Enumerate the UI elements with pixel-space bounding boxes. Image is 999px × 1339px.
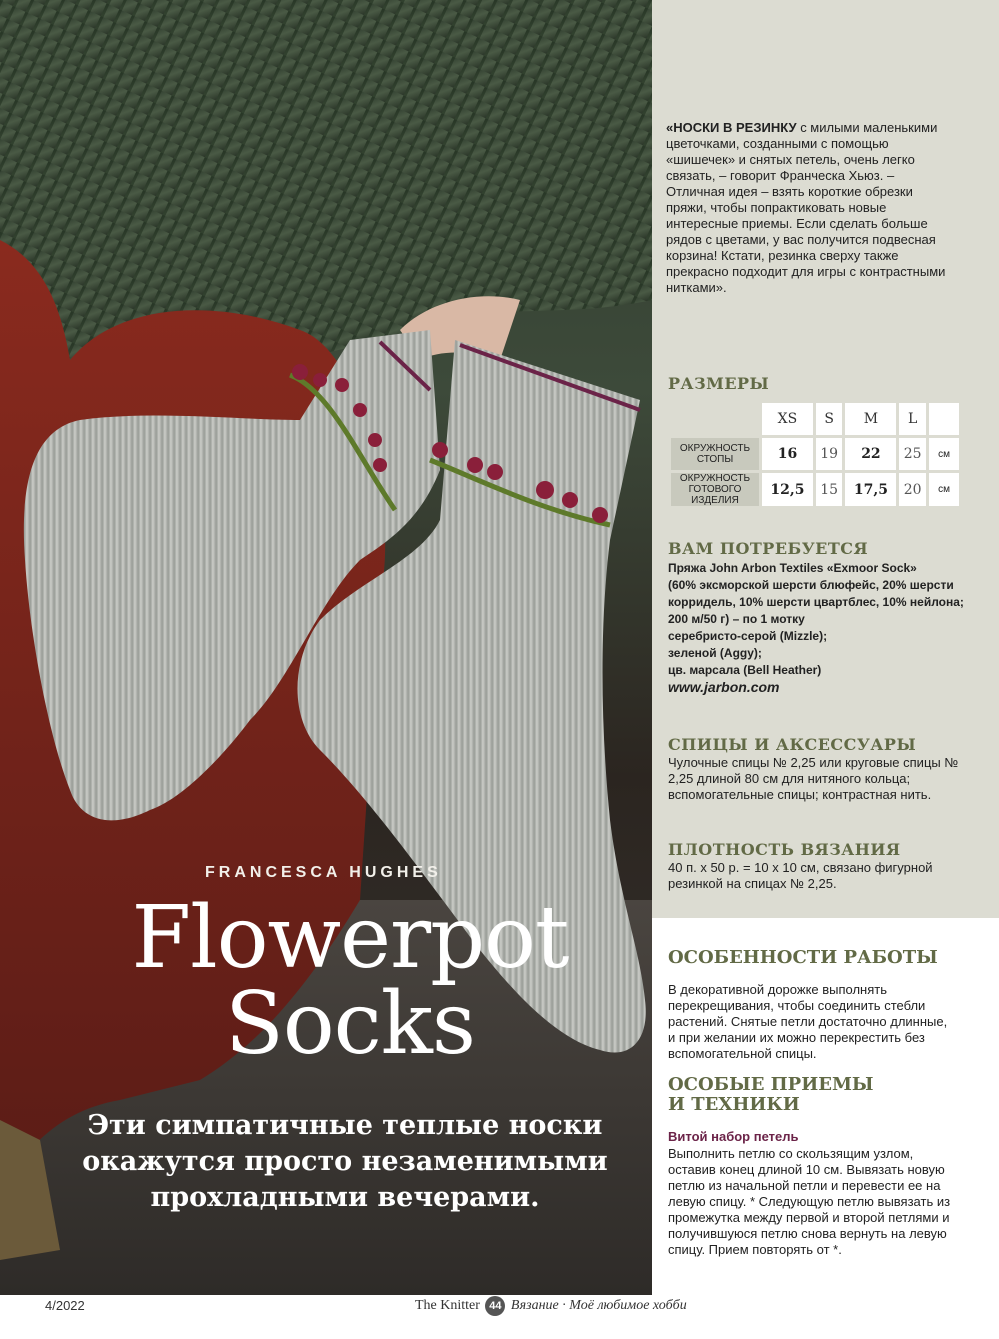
size-header: L	[899, 403, 926, 435]
size-header: S	[816, 403, 843, 435]
materials-title: ВАМ ПОТРЕБУЕТСЯ	[668, 539, 869, 558]
row-label: ОКРУЖНОСТЬ СТОПЫ	[671, 438, 759, 470]
title-line-1: Flowerpot	[131, 888, 569, 988]
table-cell: 19	[816, 438, 843, 470]
gauge-text: 40 п. х 50 р. = 10 х 10 см, связано фигурной резинкой на спицах № 2,25.	[668, 860, 933, 891]
size-header: M	[845, 403, 896, 435]
materials-list	[668, 560, 968, 695]
features-text: В декоративной дорожке выполнять перекрещивания, чтобы соединить стебли растений. Снятые петли достаточно длинные, и при желании их можно перекрестить без вспомогательной спицы.	[668, 982, 948, 1061]
features-title: ОСОБЕННОСТИ РАБОТЫ	[668, 947, 938, 968]
table-row	[671, 473, 959, 506]
magazine-tagline: Вязание · Моё любимое хобби	[510, 1298, 687, 1314]
materials-line: 200 м/50 г) – по 1 мотку	[668, 612, 805, 626]
unit-cell: см	[929, 438, 959, 470]
designer-name: FRANCESCA HUGHES	[205, 864, 442, 881]
quote-lead: «НОСКИ В РЕЗИНКУ	[666, 120, 797, 135]
table-cell: 15	[816, 473, 843, 506]
unit-header	[929, 403, 959, 435]
materials-line: цв. марсала (Bell Heather)	[668, 663, 822, 677]
table-cell: 12,5	[762, 473, 813, 506]
page-title	[60, 888, 640, 1074]
title-line-2: Socks	[224, 974, 476, 1074]
table-corner	[671, 403, 759, 435]
table-row	[671, 438, 959, 470]
materials-line: (60% эксморской шерсти блюфейс, 20% шерсти корридель, 10% шерсти цвартблес, 10% нейлона;	[668, 578, 964, 609]
technique-subtitle: Витой набор петель	[668, 1129, 799, 1144]
sizes-title: РАЗМЕРЫ	[668, 374, 770, 393]
table-cell: 16	[762, 438, 813, 470]
yarn-website-link[interactable]: www.jarbon.com	[668, 679, 780, 695]
page-number-badge: 44	[485, 1296, 505, 1316]
unit-cell: см	[929, 473, 959, 506]
size-header: XS	[762, 403, 813, 435]
materials-line: Пряжа John Arbon Textiles «Exmoor Sock»	[668, 561, 917, 575]
gauge-title: ПЛОТНОСТЬ ВЯЗАНИЯ	[668, 840, 901, 859]
magazine-name: The Knitter	[415, 1298, 480, 1314]
techniques-title	[668, 1075, 874, 1115]
table-cell: 17,5	[845, 473, 896, 506]
techniques-title-line-1: ОСОБЫЕ ПРИЕМЫ	[668, 1074, 874, 1095]
footer-masthead	[415, 1296, 687, 1316]
table-cell: 22	[845, 438, 896, 470]
table-cell: 25	[899, 438, 926, 470]
materials-line: серебристо-серой (Mizzle);	[668, 629, 828, 643]
quote-text: с милыми маленькими цветочками, созданными с помощью «шишечек» и снятых петель, очень легко связать, – говорит Франческа Хьюз. – Отличная идея – взять короткие обрезки пряжи, чтобы попрактиковать новые интересные приемы. Если сделать больше рядов с цветами, у вас получится подвесная корзина! Кстати, резинка сверху также прекрасно подходит для игры с контрастными нитками».	[666, 120, 946, 295]
materials-line: зеленой (Aggy);	[668, 646, 762, 660]
issue-number: 4/2022	[45, 1298, 85, 1313]
page-subtitle: Эти симпатичные теплые носки окажутся просто незаменимыми прохладными вечерами.	[82, 1110, 608, 1213]
designer-quote	[666, 120, 956, 296]
table-row	[671, 403, 959, 435]
table-cell: 20	[899, 473, 926, 506]
sizes-table	[668, 400, 962, 509]
row-label: ОКРУЖНОСТЬ ГОТОВОГО ИЗДЕЛИЯ	[671, 473, 759, 506]
needles-title: СПИЦЫ И АКСЕССУАРЫ	[668, 735, 917, 754]
techniques-title-line-2: И ТЕХНИКИ	[668, 1094, 800, 1115]
technique-text: Выполнить петлю со скользящим узлом, оставив конец длиной 10 см. Вывязать новую петлю из начальной петли и перевести ее на левую спицу. * Следующую петлю вывязать из промежутка между первой и второй петлями и получившуюся петлю снова вернуть на левую спицу. Прием повторять от *.	[668, 1146, 951, 1257]
needles-text: Чулочные спицы № 2,25 или круговые спицы № 2,25 длиной 80 см для нитяного кольца; вспомогательные спицы; контрастная нить.	[668, 755, 959, 802]
